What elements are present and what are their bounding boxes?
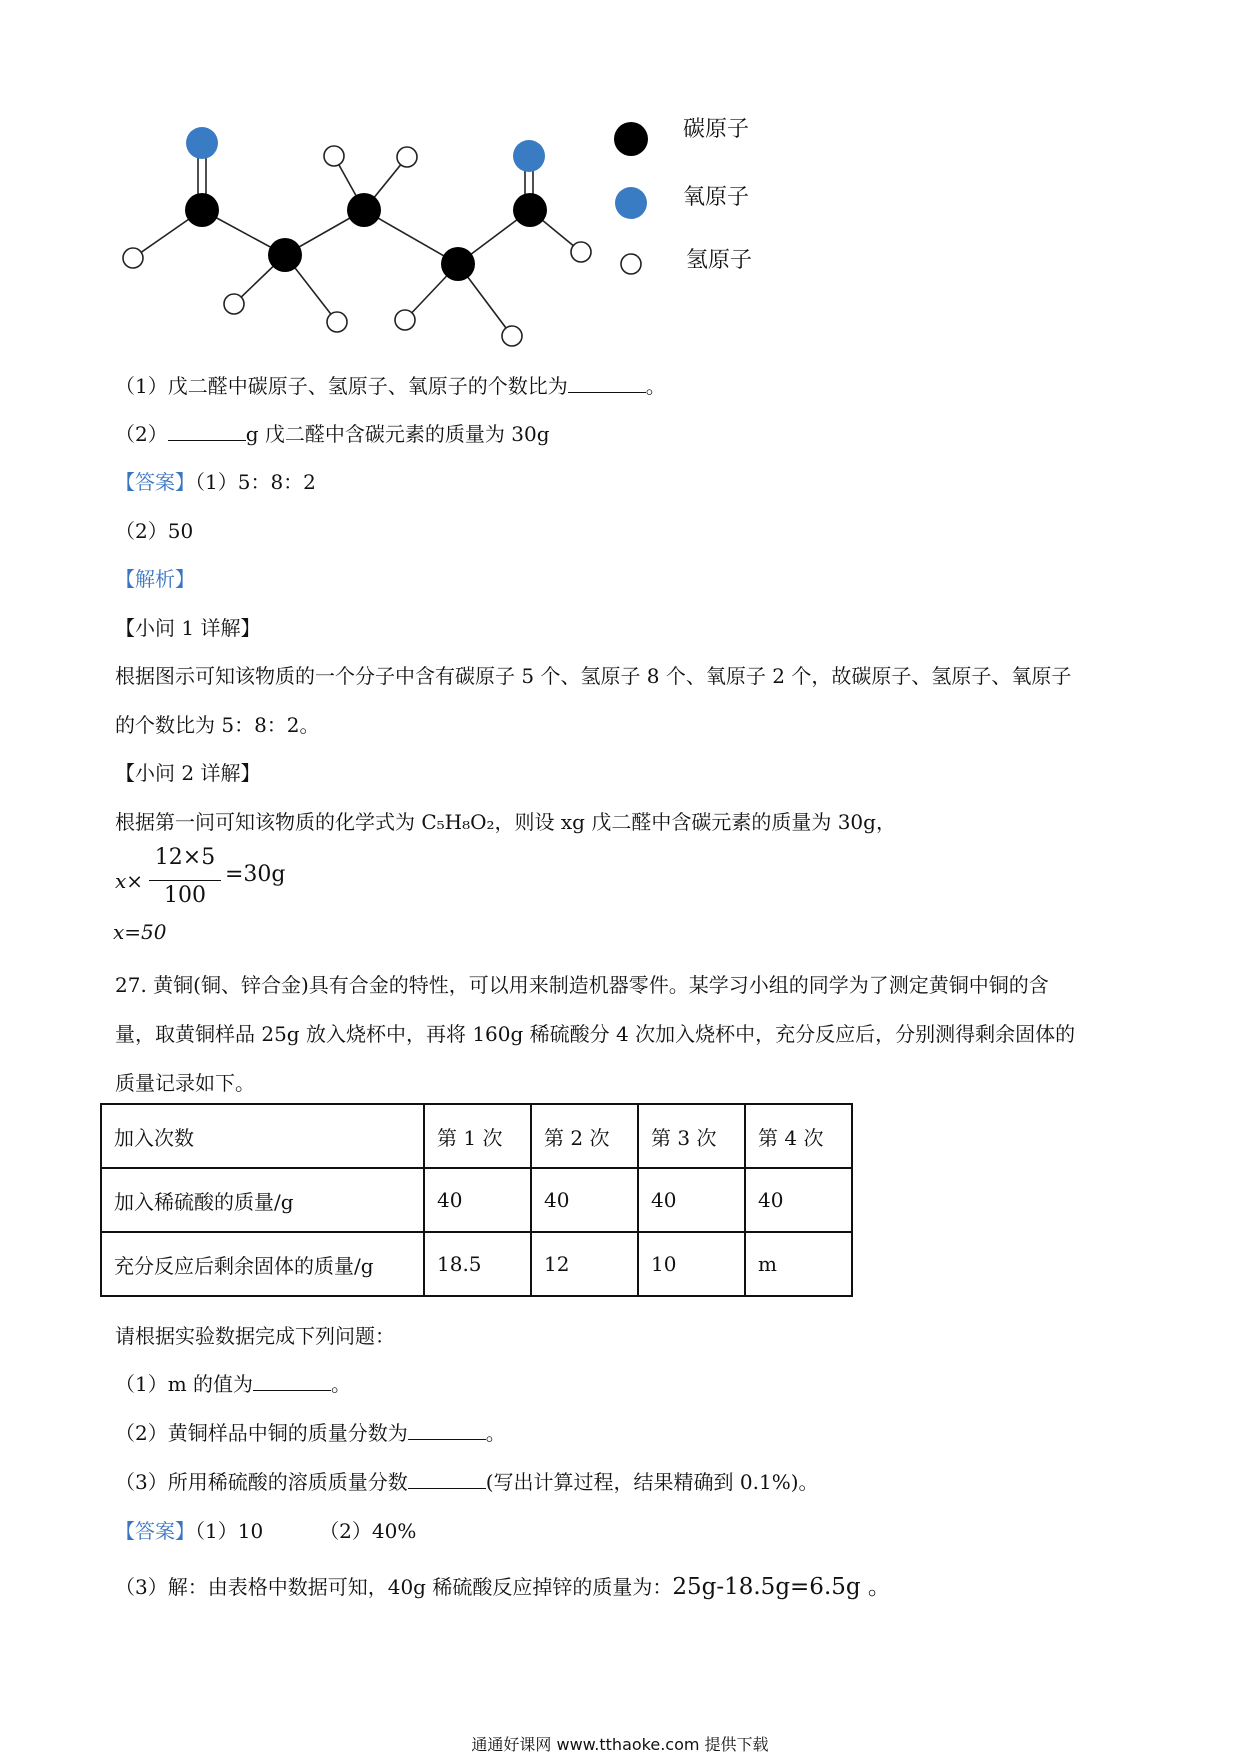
q27-line3: 质量记录如下。 [115, 1071, 255, 1095]
table-cell: 充分反应后剩余固体的质量/g [101, 1232, 424, 1296]
q27-part1: （1）m 的值为 。 [115, 1372, 352, 1396]
table-cell: 40 [424, 1168, 531, 1232]
table-row [101, 1232, 852, 1296]
q26-part2: （2） g 戊二醛中含碳元素的质量为 30g [115, 422, 550, 446]
table-row [101, 1168, 852, 1232]
answer-blank [408, 1468, 486, 1489]
result: x=50 [113, 920, 167, 944]
table-cell: 18.5 [424, 1232, 531, 1296]
data-table [100, 1103, 853, 1297]
table-cell: 40 [745, 1168, 852, 1232]
molecule-diagram [0, 0, 1240, 360]
q27-line1: 27. 黄铜(铜、锌合金)具有合金的特性，可以用来制造机器零件。某学习小组的同学为了测定黄铜中铜的含 [115, 973, 1049, 997]
sub1-line1: 根据图示可知该物质的一个分子中含有碳原子 5 个、氢原子 8 个、氧原子 2 个，故碳原子、氢原子、氧原子 [115, 664, 1072, 688]
table-cell: 加入次数 [101, 1104, 424, 1168]
answer-tag: 【答案】 [115, 470, 195, 494]
answer-blank [568, 372, 646, 393]
q26-answer: 【答案】（1）5：8：2 [115, 470, 316, 494]
answer-blank [168, 420, 246, 441]
sub2-title: 【小问 2 详解】 [115, 761, 261, 785]
table-cell: 第 4 次 [745, 1104, 852, 1168]
q27-solution: （3）解：由表格中数据可知，40g 稀硫酸反应掉锌的质量为：25g-18.5g=6.5g 。 [115, 1574, 891, 1600]
table-cell: 第 1 次 [424, 1104, 531, 1168]
legend-oxygen-symbol [615, 187, 647, 219]
answer-blank [408, 1419, 486, 1440]
table-cell: 40 [638, 1168, 745, 1232]
q27-line2: 量，取黄铜样品 25g 放入烧杯中，再将 160g 稀硫酸分 4 次加入烧杯中，充分反应后，分别测得剩余固体的 [115, 1022, 1076, 1046]
table-cell: 12 [531, 1232, 638, 1296]
q27-answer: 【答案】（1）10 （2）40% [115, 1519, 417, 1543]
table-cell: 40 [531, 1168, 638, 1232]
q27-intro: 请根据实验数据完成下列问题： [115, 1324, 395, 1348]
table-cell: 第 2 次 [531, 1104, 638, 1168]
table-cell: 10 [638, 1232, 745, 1296]
analysis-tag: 【解析】 [115, 567, 195, 591]
formula: x× 12×5 100 =30g [115, 845, 286, 908]
legend-carbon-label: 碳原子 [683, 117, 750, 142]
sub1-line2: 的个数比为 5：8：2。 [115, 713, 320, 737]
legend-hydrogen-symbol [621, 254, 641, 274]
q26-answer2: （2）50 [115, 519, 194, 543]
legend-carbon-symbol [614, 122, 648, 156]
answer-blank [253, 1370, 331, 1391]
q27-part2: （2）黄铜样品中铜的质量分数为 。 [115, 1421, 506, 1445]
table-cell: 第 3 次 [638, 1104, 745, 1168]
footer: 通通好课网 www.tthaoke.com 提供下载 [471, 1735, 769, 1754]
answer-tag: 【答案】 [115, 1519, 195, 1543]
q26-part1: （1）戊二醛中碳原子、氢原子、氧原子的个数比为 。 [115, 374, 666, 398]
table-cell: 加入稀硫酸的质量/g [101, 1168, 424, 1232]
table-cell: m [745, 1232, 852, 1296]
hydrogen-atoms [123, 146, 591, 346]
oxygen-atoms [186, 127, 545, 172]
legend-oxygen-label: 氧原子 [683, 185, 750, 210]
sub2-line1: 根据第一问可知该物质的化学式为 C₅H₈O₂，则设 xg 戊二醛中含碳元素的质量为 30g， [115, 810, 896, 834]
legend-hydrogen-label: 氢原子 [686, 248, 753, 273]
table-header-row [101, 1104, 852, 1168]
q27-part3: （3）所用稀硫酸的溶质质量分数 (写出计算过程，结果精确到 0.1%)。 [115, 1470, 819, 1494]
sub1-title: 【小问 1 详解】 [115, 616, 261, 640]
